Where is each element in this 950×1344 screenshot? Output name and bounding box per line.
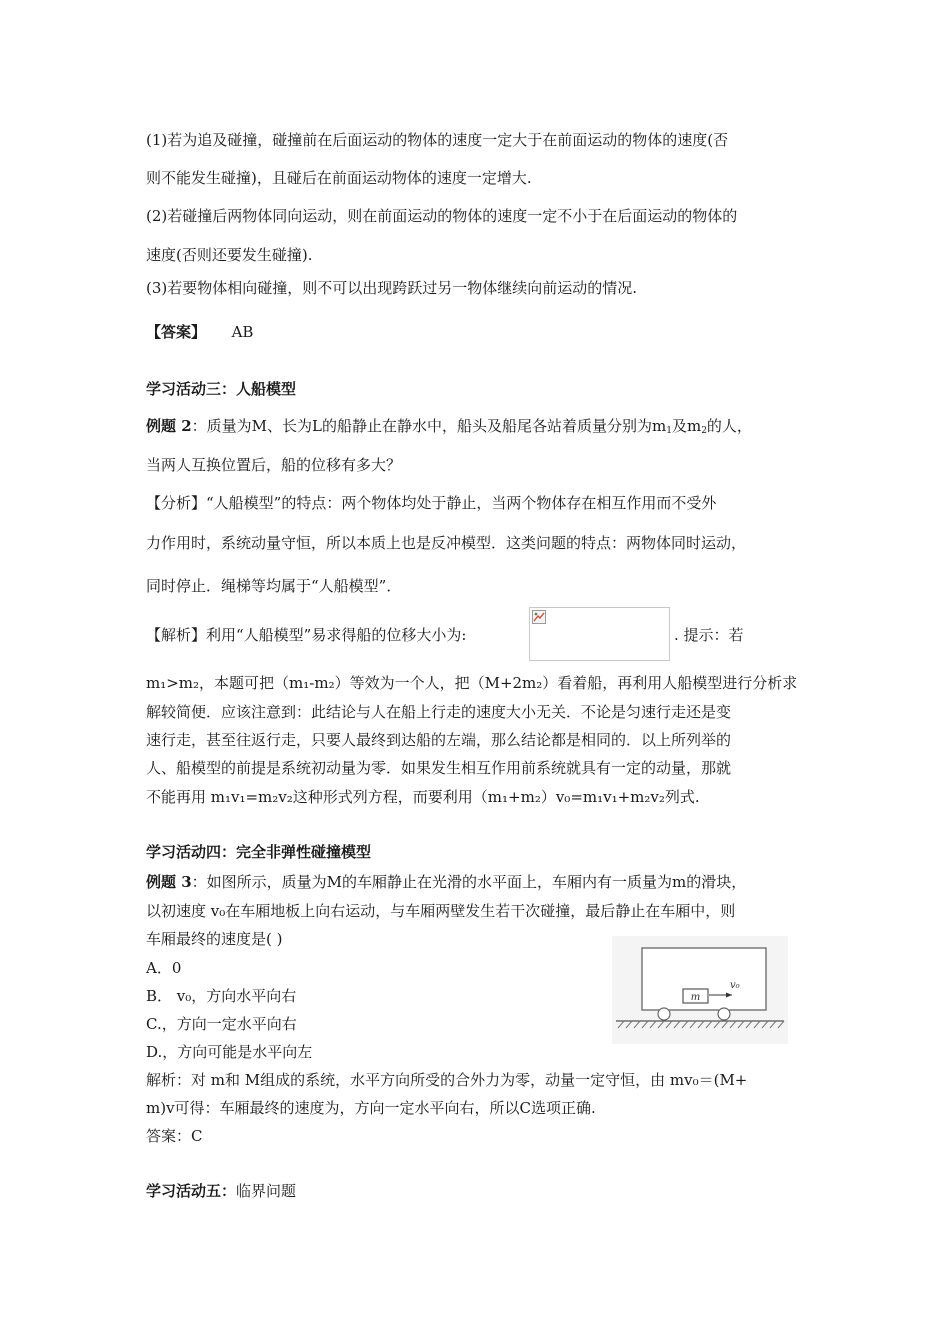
block-label: m bbox=[690, 992, 701, 1003]
explanation-line-2: m)v可得：车厢最终的速度为，方向一定水平向右，所以C选项正确. bbox=[146, 1099, 596, 1117]
option-a: A．0 bbox=[146, 959, 182, 977]
right-wheel bbox=[718, 1008, 730, 1020]
solution-line-1a: 【解析】利用“人船模型”易求得船的位移大小为: bbox=[146, 626, 467, 644]
broken-formula-image bbox=[529, 607, 670, 661]
example-2-label: 例题 2 bbox=[146, 417, 192, 435]
note-2-line-1: (2)若碰撞后两物体同向运动，则在前面运动的物体的速度一定不小于在后面运动的物体的 bbox=[146, 207, 738, 225]
option-d: D.，方向可能是水平向左 bbox=[146, 1043, 313, 1061]
broken-image-icon bbox=[532, 610, 546, 624]
solution-line-4: 速行走，甚至往返行走，只要人最终到达船的左端，那么结论都是相同的．以上所列举的 bbox=[146, 731, 732, 749]
option-c: C.，方向一定水平向右 bbox=[146, 1015, 297, 1033]
example-3-line-3: 车厢最终的速度是( ) bbox=[146, 930, 283, 948]
activity-4-heading: 学习活动四：完全非弹性碰撞模型 bbox=[146, 843, 372, 861]
explanation-line-1: 解析：对 m和 M组成的系统，水平方向所受的合外力为零，动量一定守恒，由 mv₀＝(M+ bbox=[146, 1071, 748, 1089]
answer-2: 答案：C bbox=[146, 1127, 203, 1145]
left-wheel bbox=[658, 1008, 670, 1020]
solution-line-3: 解较简便．应该注意到：此结论与人在船上行走的速度大小无关．不论是匀速行走还是变 bbox=[146, 703, 732, 721]
note-1-line-1: (1)若为追及碰撞，碰撞前在后面运动的物体的速度一定大于在前面运动的物体的速度(否 bbox=[146, 131, 729, 149]
solution-line-2: m₁>m₂，本题可把（m₁-m₂）等效为一个人，把（M+2m₂）看着船，再利用人船模型进行分析求 bbox=[146, 674, 798, 692]
velocity-label: v₀ bbox=[730, 980, 740, 991]
analysis-line-2: 力作用时，系统动量守恒，所以本质上也是反冲模型．这类问题的特点：两物体同时运动， bbox=[146, 534, 747, 552]
solution-line-6: 不能再用 m₁v₁=m₂v₂这种形式列方程，而要利用（m₁+m₂）v₀=m₁v₁+m₂v₂列式. bbox=[146, 788, 700, 806]
option-b: B． v₀，方向水平向右 bbox=[146, 987, 297, 1005]
answer-1 bbox=[146, 322, 253, 342]
example-3-line-1: 例题 3：如图所示，质量为M的车厢静止在光滑的水平面上，车厢内有一质量为m的滑块， bbox=[146, 873, 747, 891]
note-1-line-2: 则不能发生碰撞)，且碰后在前面运动物体的速度一定增大. bbox=[146, 169, 532, 187]
activity-5-heading: 学习活动五：临界问题 bbox=[146, 1182, 297, 1200]
note-3: (3)若要物体相向碰撞，则不可以出现跨跃过另一物体继续向前运动的情况. bbox=[146, 279, 638, 297]
solution-line-1b: . 提示：若 bbox=[674, 626, 744, 644]
analysis-line-3: 同时停止．绳梯等均属于“人船模型”． bbox=[146, 577, 402, 595]
answer-value: AB bbox=[231, 323, 254, 341]
example-2-line-2: 当两人互换位置后，船的位移有多大？ bbox=[146, 456, 402, 474]
answer-label: 【答案】 bbox=[146, 323, 207, 341]
analysis-line-1: 【分析】“人船模型”的特点：两个物体均处于静止，当两个物体存在相互作用而不受外 bbox=[146, 494, 717, 512]
solution-line-5: 人、船模型的前提是系统初动量为零．如果发生相互作用前系统就具有一定的动量，那就 bbox=[146, 759, 732, 777]
cart-figure bbox=[612, 936, 788, 1044]
example-2-line-1: 例题 2：质量为M、长为L的船静止在静水中，船头及船尾各站着质量分别为$m_1$及$m_2$的人， bbox=[146, 417, 752, 436]
note-2-line-2: 速度(否则还要发生碰撞). bbox=[146, 246, 313, 264]
activity-3-heading: 学习活动三：人船模型 bbox=[146, 380, 297, 398]
example-3-line-2: 以初速度 v₀在车厢地板上向右运动，与车厢两壁发生若干次碰撞，最后静止在车厢中，则 bbox=[146, 902, 736, 920]
example-3-label: 例题 3 bbox=[146, 873, 192, 891]
